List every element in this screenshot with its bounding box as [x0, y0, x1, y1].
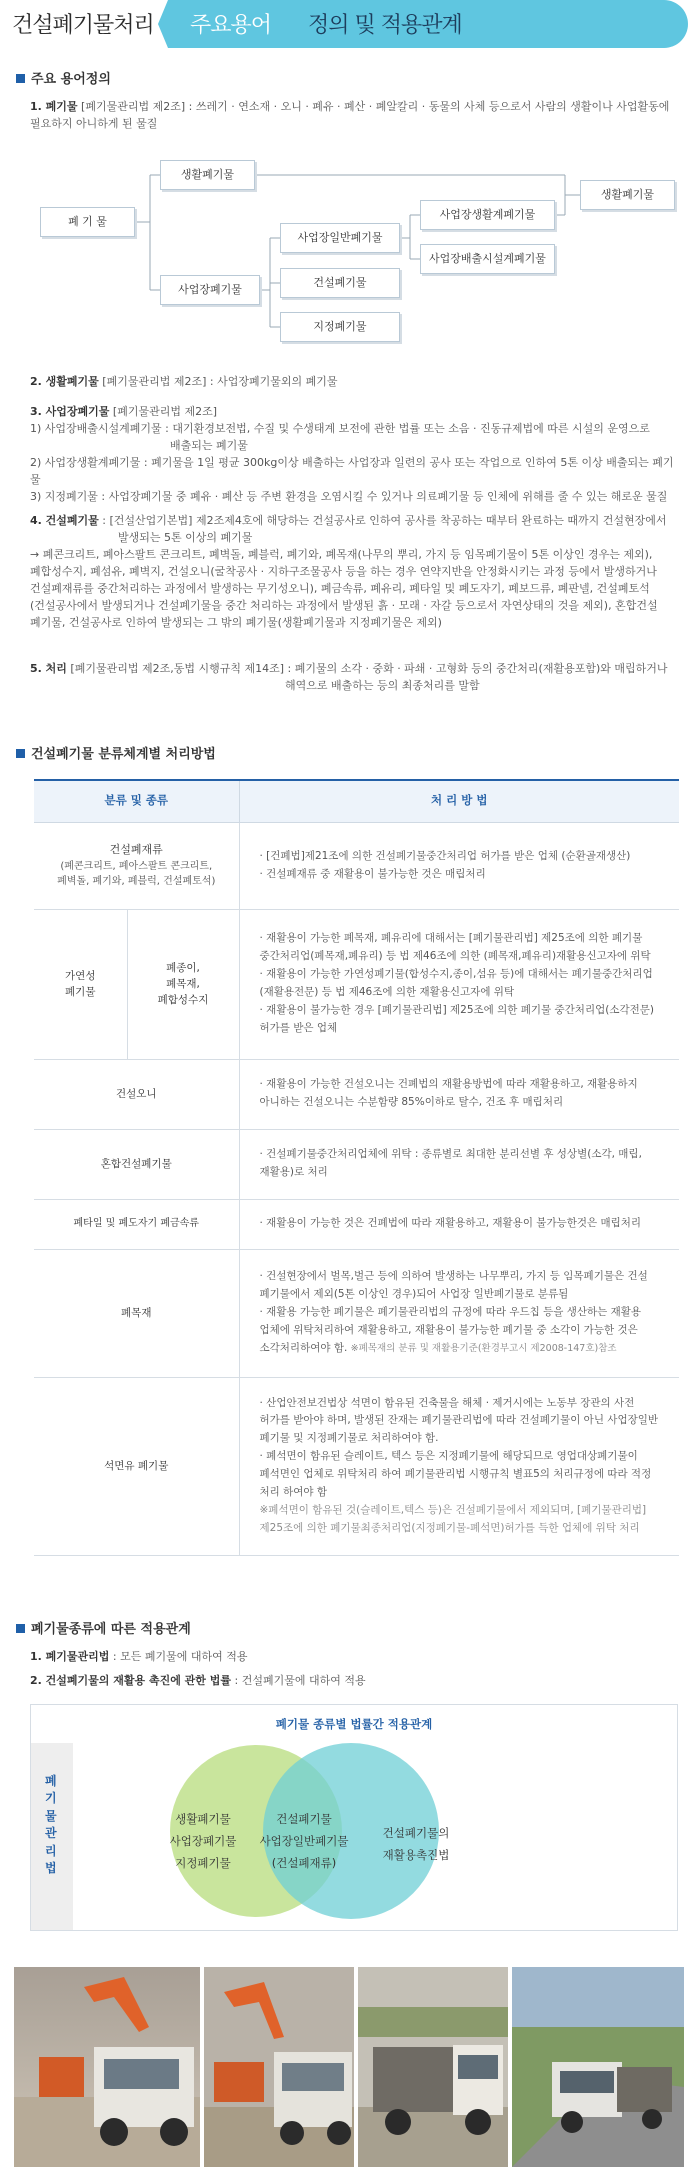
table-cell-method: [239, 1249, 679, 1377]
table-cell-method: [239, 909, 679, 1059]
method-note: ※폐목재의 분류 및 재활용기준(환경부고시 제2008-147호)참조: [350, 1342, 617, 1354]
definition-line: 배출되는 폐기물: [170, 439, 248, 453]
table-row: [34, 1377, 679, 1555]
method-line: 소각처리하여야 함.: [259, 1341, 348, 1354]
application-item-2: [30, 1672, 678, 1689]
table-cell-group: [34, 909, 127, 1059]
method-line: 처리 하여야 함: [259, 1485, 328, 1498]
section-title-text: 폐기물종류에 따른 적용관계: [31, 1622, 191, 1637]
page-header: [0, 0, 693, 48]
table-cell-method: [239, 1059, 679, 1129]
venn-side-text: 폐기물관리법: [45, 1774, 57, 1875]
section-title-text: 주요 용어정의: [31, 72, 111, 87]
method-line: · 건설폐기물중간처리업체에 위탁 : 종류별로 최대한 분리선별 후 성상별(소각, 매립,: [259, 1148, 642, 1161]
photo-strip: [14, 1967, 684, 2167]
header-right-bar: [168, 0, 688, 48]
table-cell-category: 석면유 폐기물: [34, 1377, 239, 1555]
definition-head: 5. 처리: [30, 662, 67, 675]
venn-right-labels: [356, 1823, 476, 1867]
category-sub: (폐콘크리트, 폐아스팔트 콘크리트,: [60, 860, 213, 872]
table-cell-method: [239, 1129, 679, 1199]
table-cell-category: 폐목재: [34, 1249, 239, 1377]
venn-label: 지정폐기물: [175, 1855, 231, 1870]
method-note: ※폐석면이 함유된 것(슬레이트,텍스 등)은 건설폐기물에서 제외되며, [폐기물관리법]: [259, 1503, 647, 1516]
application-text: : 건설폐기물에 대하여 적용: [234, 1674, 366, 1687]
definition-line: [폐기물관리법 제2조,동법 시행규칙 제14조] : 폐기물의 소각 · 중화 · 파쇄 · 고형화 등의 중간처리(재활용포함)와 매립하거나: [70, 662, 668, 675]
definition-line: 폐합성수지, 폐섬유, 폐벽지, 건설오니(굴착공사 · 지하구조물공사 등을 하는 경우 연약지반을 안정화시키는 과정 등에서 발생하거나: [30, 565, 657, 579]
square-bullet-icon: [16, 1624, 25, 1633]
diagram-household-waste: 생활폐기물: [160, 160, 255, 190]
definition-construction: [30, 512, 678, 631]
group-name: 폐기물: [65, 986, 96, 998]
definition-business: [30, 403, 678, 505]
diagram-root-waste: 폐 기 물: [40, 207, 135, 237]
table-cell-category: 건설오니: [34, 1059, 239, 1129]
road-truck-photo-icon: [512, 1967, 684, 2167]
method-line: 재활용)로 처리: [259, 1166, 328, 1178]
application-head: 2. 건설폐기물의 재활용 촉진에 관한 법률: [30, 1674, 231, 1687]
diagram-business-household-waste: 사업장생활계폐기물: [420, 200, 555, 230]
venn-label: 사업장일반폐기물: [259, 1833, 349, 1848]
method-line: · 재활용이 불가능한 경우 [폐기물관리법] 제25조에 의한 폐기물 중간처리업(소각전문): [259, 1003, 655, 1016]
venn-label: 재활용촉진법: [382, 1847, 450, 1862]
definition-treatment: [30, 660, 678, 694]
category-name: 폐목재,: [166, 977, 200, 990]
method-note: 제25조에 의한 폐기물최종처리업(지정폐기물-폐석면)허가를 득한 업체에 위탁 처리: [259, 1521, 640, 1534]
diagram-construction-waste: 건설폐기물: [280, 268, 400, 298]
table-row: [34, 909, 679, 1059]
method-line: (재활용전문) 등 법 제46조에 의한 재활용신고자에 위탁: [259, 986, 515, 998]
table-row: [34, 1199, 679, 1249]
method-line: 폐기물 및 지정폐기물로 처리하여야 함.: [259, 1432, 439, 1445]
venn-label: 건설폐기물의: [382, 1826, 450, 1840]
method-line: · [건폐법]제21조에 의한 건설폐기물중간처리업 허가를 받은 업체 (순환골재생산): [259, 849, 631, 862]
method-line: · 재활용이 가능한 건설오니는 건폐법의 재활용방법에 따라 재활용하고, 재활용하지: [259, 1078, 638, 1091]
section-title-application: [16, 1620, 191, 1640]
method-line: 폐석면인 업체로 위탁처리 하여 폐기물관리법 시행규칙 별표5의 처리규정에 따라 적정: [259, 1468, 652, 1480]
category-name: 건설폐재류: [109, 843, 163, 857]
table-cell-method: [239, 1377, 679, 1555]
section-title-treatment-methods: [16, 745, 216, 765]
table-cell-category: 폐타일 및 폐도자기 폐금속류: [34, 1199, 239, 1249]
method-line: 업체에 위탁처리하여 재활용하고, 재활용이 불가능한 폐기물 중 소각이 가능한 것은: [259, 1323, 638, 1336]
table-cell-method: [239, 1199, 679, 1249]
method-line: · 건설현장에서 벌목,벌근 등에 의하여 발생하는 나무뿌리, 가지 등 임목폐기물은 건설: [259, 1270, 648, 1283]
venn-title: 폐기물 종류별 법률간 적용관계: [275, 1717, 433, 1731]
application-text: : 모든 폐기물에 대하여 적용: [112, 1650, 248, 1663]
diagram-business-facility-waste: 사업장배출시설계폐기물: [420, 244, 555, 274]
section-title-text: 건설폐기물 분류체계별 처리방법: [31, 747, 216, 762]
header-left: [0, 0, 176, 48]
table-cell-category: [127, 909, 239, 1059]
definition-line: : [건설산업기본법] 제2조제4호에 해당하는 건설공사로 인하여 공사를 착공하는 때부터 완료하는 때까지 건설현장에서: [102, 514, 667, 527]
venn-label: 사업장폐기물: [169, 1833, 237, 1848]
category-name: 폐합성수지: [157, 994, 209, 1007]
method-line: 중간처리업(폐목재,폐유리) 등 법 제46조에 의한 (폐목재,폐유리)재활용신고자에 위탁: [259, 950, 651, 963]
category-name: 폐종이,: [166, 961, 200, 974]
truck-photo-icon: [204, 1967, 354, 2167]
dump-truck-photo-icon: [358, 1967, 508, 2167]
category-sub: 폐벽돌, 폐기와, 폐블럭, 건설폐토석): [57, 876, 216, 888]
square-bullet-icon: [16, 74, 25, 83]
photo-dump-truck: [358, 1967, 508, 2167]
photo-excavator-loading: [14, 1967, 200, 2167]
venn-diagram-box: [30, 1704, 678, 1931]
table-row: [34, 822, 679, 909]
table-row: [34, 1249, 679, 1377]
table-row: [34, 1059, 679, 1129]
definition-line: 2) 사업장생활계폐기물 : 폐기물을 1일 평균 300kg이상 배출하는 사업장과 일련의 공사 또는 작업으로 인하여 5톤 이상 배출되는 폐기물: [30, 456, 674, 487]
venn-label: 건설폐기물: [276, 1812, 332, 1826]
diagram-designated-waste: 지정폐기물: [280, 312, 400, 342]
waste-classification-diagram: [0, 155, 693, 345]
method-line: · 재활용이 가능한 폐목재, 폐유리에 대해서는 [폐기물관리법] 제25조에 의한 폐기물: [259, 932, 643, 945]
method-line: · 폐석면이 함유된 슬레이트, 텍스 등은 지정폐기물에 해당되므로 영업대상폐기물이: [259, 1450, 638, 1463]
table-cell-method: [239, 822, 679, 909]
method-line: 허가를 받아야 하며, 발생된 잔재는 폐기물관리법에 따라 건설폐기물이 아닌 사업장일반: [259, 1414, 659, 1427]
header-right-title-b: 정의 및 적용관계: [308, 13, 462, 38]
definition-line: → 폐콘크리트, 폐아스팔트 콘크리트, 폐벽돌, 폐블럭, 폐기와, 폐목재(나무의 뿌리, 가지 등 임목폐기물이 5톤 이상인 경우는 제외),: [30, 548, 653, 562]
definition-waste: [30, 98, 678, 132]
method-line: 허가를 받은 업체: [259, 1021, 338, 1034]
photo-truck-road: [512, 1967, 684, 2167]
method-line: 아니하는 건설오니는 수분함량 85%이하로 탈수, 건조 후 매립처리: [259, 1096, 564, 1108]
definition-text: [폐기물관리법 제2조] : 사업장폐기물외의 폐기물: [102, 375, 338, 388]
header-left-title: 건설폐기물처리: [12, 13, 154, 38]
excavator-photo-icon: [14, 1967, 200, 2167]
group-name: 가연성: [65, 969, 96, 982]
method-line: 폐기물에서 제외(5톤 이상인 경우)되어 사업장 일반폐기물로 분류됨: [259, 1288, 569, 1301]
photo-excavator-truck: [204, 1967, 354, 2167]
definition-line: (건설공사에서 발생되거나 건설폐기물을 중간 처리하는 과정에서 발생된 흙 · 모래 · 자갈 등으로서 자연상태의 것을 제외), 혼합건설: [30, 599, 658, 613]
definition-head: 2. 생활폐기물: [30, 375, 99, 388]
diagram-business-waste: 사업장폐기물: [160, 275, 260, 305]
definition-line: 건설폐재류를 중간처리하는 과정에서 발생하는 무기성오니), 폐금속류, 폐유리, 폐타일 및 폐도자기, 폐보드류, 폐판넬, 건설폐토석: [30, 582, 650, 596]
definition-household: [30, 373, 678, 390]
square-bullet-icon: [16, 749, 25, 758]
method-line: · 재활용 가능한 폐기물은 폐기물관리법의 규정에 따라 우드칩 등을 생산하는 재활용: [259, 1306, 642, 1319]
definition-head: 4. 건설폐기물: [30, 514, 99, 527]
definition-line: 해역으로 배출하는 등의 최종처리를 말함: [285, 679, 480, 693]
method-line: · 건설폐재류 중 재활용이 불가능한 것은 매립처리: [259, 867, 486, 880]
treatment-table: [34, 779, 679, 1556]
table-header-row: [34, 780, 679, 822]
diagram-household-waste-right: 생활폐기물: [580, 180, 675, 210]
definition-head: 3. 사업장폐기물: [30, 405, 110, 418]
header-right-title-a: 주요용어: [190, 13, 272, 38]
method-line: · 재활용이 가능한 것은 건폐법에 따라 재활용하고, 재활용이 불가능한것은 매립처리: [259, 1217, 642, 1230]
table-row: [34, 1129, 679, 1199]
diagram-general-business-waste: 사업장일반폐기물: [280, 223, 400, 253]
table-cell-category: 혼합건설폐기물: [34, 1129, 239, 1199]
application-head: 1. 폐기물관리법: [30, 1650, 110, 1663]
definition-text: [폐기물관리법 제2조] : 쓰레기 · 연소재 · 오니 · 폐유 · 폐산 · 폐알칼리 · 동물의 사체 등으로서 사람의 생활이나 사업활동에 필요하지 아니하게 된 물질: [30, 100, 670, 131]
method-line: · 재활용이 가능한 가연성폐기물(합성수지,종이,섬유 등)에 대해서는 폐기물중간처리업: [259, 968, 653, 981]
table-cell-category: [34, 822, 239, 909]
venn-label: 생활폐기물: [175, 1812, 231, 1826]
definition-text: [폐기물관리법 제2조]: [112, 405, 218, 418]
definition-line: 발생되는 5톤 이상의 폐기물: [118, 531, 253, 545]
application-item-1: [30, 1648, 678, 1665]
section-title-definitions: [16, 70, 111, 90]
definition-line: 폐기물, 건설공사로 인하여 발생되는 그 밖의 폐기물(생활폐기물과 지정폐기물은 제외): [30, 616, 442, 630]
definition-head: 1. 폐기물: [30, 100, 78, 113]
method-line: · 산업안전보건법상 석면이 함유된 건축물을 해체 · 제거시에는 노동부 장관의 사전: [259, 1396, 635, 1409]
definition-line: 3) 지정폐기물 : 사업장폐기물 중 폐유 · 폐산 등 주변 환경을 오염시킬 수 있거나 의료폐기물 등 인체에 위해를 줄 수 있는 해로운 물질: [30, 490, 668, 504]
venn-label: (건설폐재류): [271, 1855, 337, 1870]
definition-line: 1) 사업장배출시설계폐기물 : 대기환경보전법, 수질 및 수생태계 보전에 관한 법률 또는 소음 · 진동규제법에 따른 시설의 운영으로: [30, 422, 650, 436]
table-header-method: 처 리 방 법: [239, 780, 679, 822]
venn-middle-labels: [239, 1809, 369, 1875]
table-header-category: 분류 및 종류: [34, 780, 239, 822]
